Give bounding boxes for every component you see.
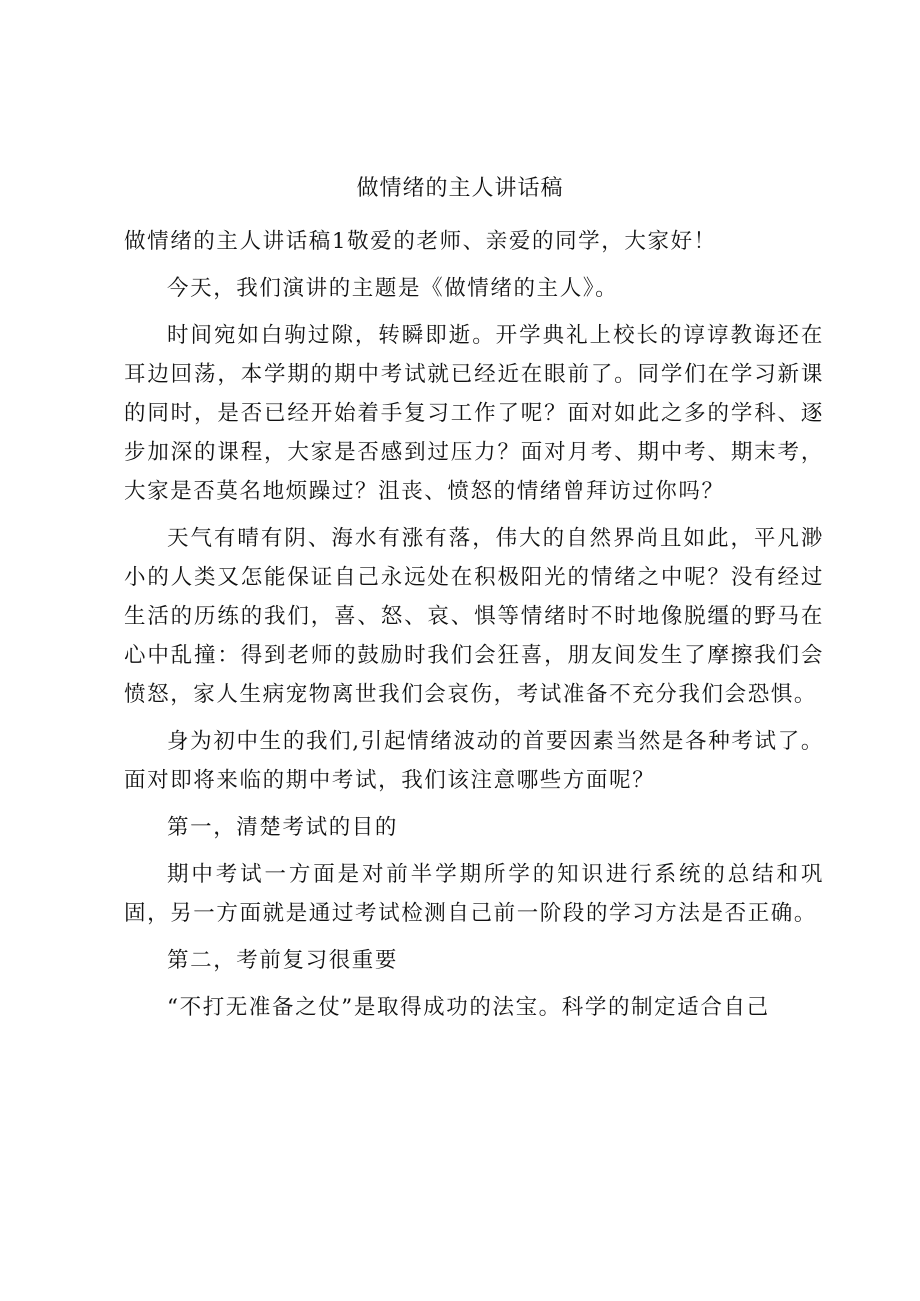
paragraph-topic: 今天，我们演讲的主题是《做情绪的主人》。 bbox=[167, 276, 619, 301]
paragraph-exam-purpose: 期中考试一方面是对前半学期所学的知识进行系统的总结和巩固，另一方面就是通过考试检测自己前一阶段的学习方法是否正确。 bbox=[124, 862, 824, 926]
heading-first-point: 第一，清楚考试的目的 bbox=[167, 815, 399, 840]
paragraph-preparation: “不打无准备之仗”是取得成功的法宝。科学的制定适合自己 bbox=[167, 995, 770, 1020]
paragraph-time: 时间宛如白驹过隙，转瞬即逝。开学典礼上校长的谆谆教诲还在耳边回荡，本学期的期中考试就已经近在眼前了。同学们在学习新课的同时，是否已经开始着手复习工作了呢？面对如此之多的学科、逐步加深的课程，大家是否感到过压力？面对月考、期中考、期末考，大家是否莫名地烦躁过？沮丧、愤怒的情绪曾拜访过你吗？ bbox=[124, 323, 824, 504]
document-title: 做情绪的主人讲话稿 bbox=[356, 176, 564, 201]
paragraph-exam-factor: 身为初中生的我们,引起情绪波动的首要因素当然是各种考试了。面对即将来临的期中考试，我们该注意哪些方面呢？ bbox=[124, 729, 824, 793]
paragraph-emotions: 天气有晴有阴、海水有涨有落，伟大的自然界尚且如此，平凡渺小的人类又怎能保证自己永远处在积极阳光的情绪之中呢？没有经过生活的历练的我们，喜、怒、哀、惧等情绪时不时地像脱缰的野马在心中乱撞：得到老师的鼓励时我们会狂喜，朋友间发生了摩擦我们会愤怒，家人生病宠物离世我们会哀伤，考试准备不充分我们会恐惧。 bbox=[124, 526, 824, 707]
paragraph-greeting: 做情绪的主人讲话稿1敬爱的老师、亲爱的同学，大家好！ bbox=[124, 229, 717, 254]
heading-second-point: 第二，考前复习很重要 bbox=[167, 948, 399, 973]
document-body bbox=[124, 222, 824, 1035]
